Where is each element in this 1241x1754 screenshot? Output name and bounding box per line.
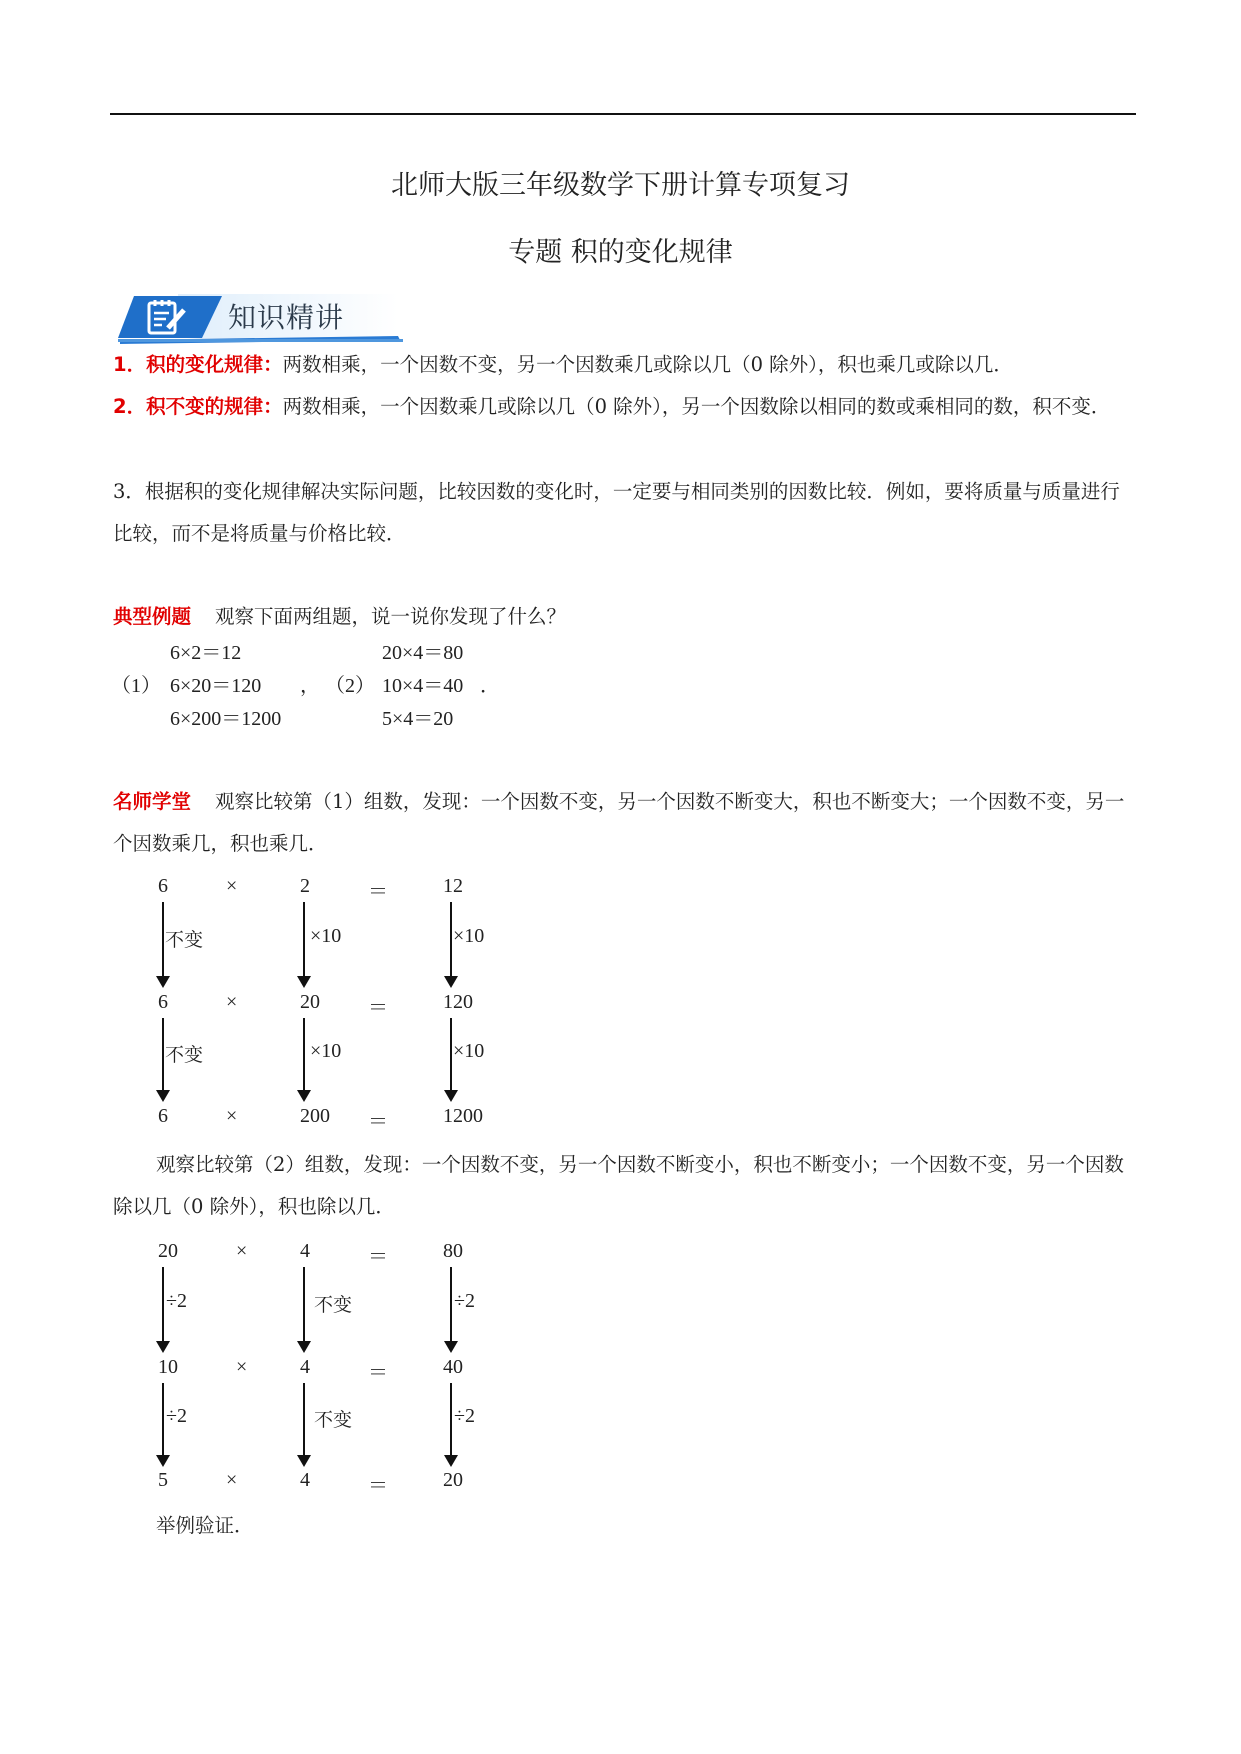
page-title: 北师大版三年级数学下册计算专项复习: [391, 170, 850, 201]
d2-r3-op: ×: [226, 1469, 238, 1491]
group2-label: （2）: [325, 675, 375, 697]
d1-arrow5-line: [303, 1018, 305, 1092]
rule-2-label: 2．积不变的规律：: [113, 395, 283, 418]
d2-arrow5-head: [297, 1455, 311, 1467]
d2-arrow4-line: [162, 1383, 164, 1457]
d2-r2-eq: ＝: [368, 1362, 388, 1384]
example-label: 典型例题: [113, 605, 192, 628]
d1-arrow1-label: 不变: [165, 929, 204, 951]
d1-arrow6-line: [450, 1018, 452, 1092]
d1-r2-op: ×: [226, 991, 238, 1013]
d1-arrow6-label: ×10: [453, 1040, 485, 1062]
d2-arrow3-line: [450, 1267, 452, 1343]
d2-arrow3-head: [444, 1341, 458, 1353]
rule-3: 3．根据积的变化规律解决实际问题，比较因数的变化时，一定要与相同类别的因数比较．例如，要将质量与质量进行比较，而不是将质量与价格比较．: [113, 480, 1120, 545]
group1-label: （1）: [111, 675, 161, 697]
d1-r1-op: ×: [226, 875, 238, 897]
d2-arrow6-label: ÷2: [454, 1405, 475, 1427]
d1-arrow5-head: [297, 1090, 311, 1102]
group1-eq2: 6×20＝120: [170, 675, 262, 697]
header-rule: [110, 113, 1136, 115]
rule-1-label: 1．积的变化规律：: [113, 353, 283, 376]
section-banner: [118, 290, 403, 344]
d2-r2-c2: 4: [300, 1356, 310, 1378]
group2-end: ．: [480, 675, 500, 697]
rule-2: [113, 386, 1135, 428]
d2-r1-c2: 4: [300, 1240, 310, 1262]
d1-arrow1-head: [156, 976, 170, 988]
group1-eq1: 6×2＝12: [170, 642, 242, 664]
analysis-para-1: [113, 781, 1135, 865]
d1-r3-c2: 200: [300, 1105, 330, 1127]
d1-arrow5-label: ×10: [310, 1040, 342, 1062]
d1-arrow2-label: ×10: [310, 925, 342, 947]
d2-arrow4-head: [156, 1455, 170, 1467]
d2-r1-c3: 80: [443, 1240, 463, 1262]
rule-2-text: 两数相乘，一个因数乘几或除以几（0 除外），另一个因数除以相同的数或乘相同的数，积不变．: [282, 395, 1111, 418]
d2-arrow2-label: 不变: [314, 1294, 353, 1316]
d2-r3-c2: 4: [300, 1469, 310, 1491]
d2-arrow5-label: 不变: [314, 1409, 353, 1431]
analysis-para-2: 观察比较第（2）组数，发现：一个因数不变，另一个因数不断变小，积也不断变小；一个因数不变，另一个因数除以几（0 除外），积也除以几．: [113, 1153, 1124, 1218]
group-separator: ，: [300, 675, 320, 697]
d2-arrow6-head: [444, 1455, 458, 1467]
d2-r2-op: ×: [236, 1356, 248, 1378]
d1-arrow2-line: [303, 902, 305, 978]
d1-r2-c1: 6: [158, 991, 168, 1013]
d1-arrow3-line: [450, 902, 452, 978]
d2-arrow6-line: [450, 1383, 452, 1457]
d1-r1-c2: 2: [300, 875, 310, 897]
notepad-pencil-icon: [146, 298, 190, 336]
d2-arrow4-label: ÷2: [166, 1405, 187, 1427]
d1-r3-op: ×: [226, 1105, 238, 1127]
example-heading: [113, 596, 1135, 638]
d1-arrow3-label: ×10: [453, 925, 485, 947]
d2-arrow2-head: [297, 1341, 311, 1353]
d1-r3-c1: 6: [158, 1105, 168, 1127]
d1-r1-c1: 6: [158, 875, 168, 897]
d2-arrow2-line: [303, 1267, 305, 1343]
d2-arrow5-line: [303, 1383, 305, 1457]
d2-r2-c3: 40: [443, 1356, 463, 1378]
d2-r2-c1: 10: [158, 1356, 178, 1378]
analysis-text-1: 观察比较第（1）组数，发现：一个因数不变，另一个因数不断变大，积也不断变大；一个因数不变，另一个因数乘几，积也乘几．: [113, 790, 1125, 855]
d1-r2-c2: 20: [300, 991, 320, 1013]
group2-eq1: 20×4＝80: [382, 642, 464, 664]
analysis-label: 名师学堂: [113, 790, 192, 813]
d2-arrow1-label: ÷2: [166, 1290, 187, 1312]
d2-r1-c1: 20: [158, 1240, 178, 1262]
d1-arrow1-line: [162, 902, 164, 978]
d2-arrow1-line: [162, 1267, 164, 1343]
d1-r2-eq: ＝: [368, 997, 388, 1019]
example-question: 观察下面两组题，说一说你发现了什么？: [215, 605, 567, 628]
d1-arrow4-label: 不变: [165, 1044, 204, 1066]
d1-arrow4-head: [156, 1090, 170, 1102]
d1-arrow6-head: [444, 1090, 458, 1102]
rule-1-text: 两数相乘，一个因数不变，另一个因数乘几或除以几（0 除外），积也乘几或除以几．: [282, 353, 1013, 376]
d1-r1-c3: 12: [443, 875, 463, 897]
group2-eq2: 10×4＝40: [382, 675, 464, 697]
d2-r1-eq: ＝: [368, 1246, 388, 1268]
d1-arrow4-line: [162, 1018, 164, 1092]
d1-arrow2-head: [297, 976, 311, 988]
d1-r3-eq: ＝: [368, 1111, 388, 1133]
d1-r1-eq: ＝: [368, 881, 388, 903]
d2-r3-c1: 5: [158, 1469, 168, 1491]
d1-r2-c3: 120: [443, 991, 473, 1013]
d1-r3-c3: 1200: [443, 1105, 483, 1127]
group2-eq3: 5×4＝20: [382, 708, 454, 730]
d2-arrow3-label: ÷2: [454, 1290, 475, 1312]
d2-r3-eq: ＝: [368, 1475, 388, 1497]
d2-r3-c3: 20: [443, 1469, 463, 1491]
d2-arrow1-head: [156, 1341, 170, 1353]
d2-r1-op: ×: [236, 1240, 248, 1262]
rule-1: [113, 344, 1135, 386]
d1-arrow3-head: [444, 976, 458, 988]
banner-title: 知识精讲: [228, 301, 345, 334]
group1-eq3: 6×200＝1200: [170, 708, 282, 730]
page-subtitle: 专题 积的变化规律: [508, 237, 733, 268]
verify-text: 举例验证．: [156, 1514, 254, 1537]
